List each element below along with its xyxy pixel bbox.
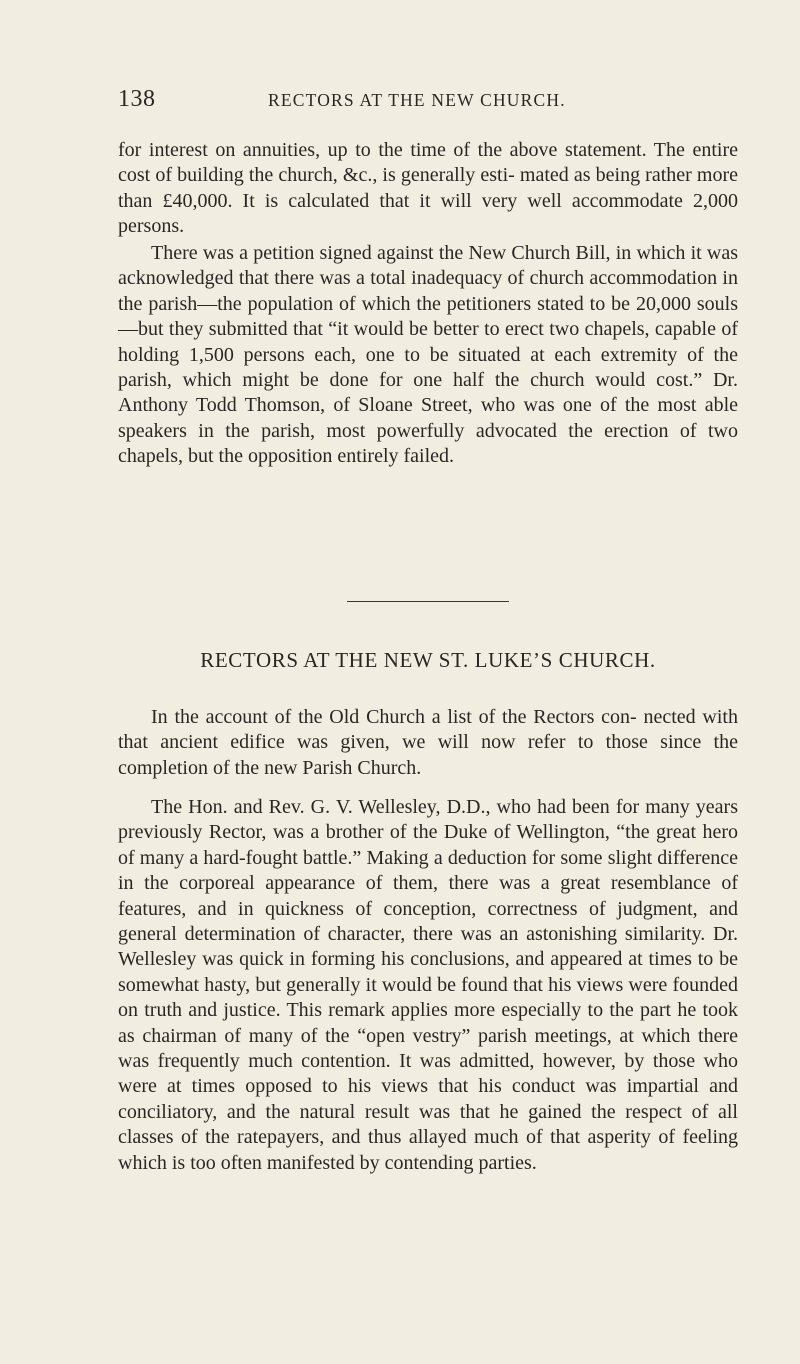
section-heading: RECTORS AT THE NEW ST. LUKE’S CHURCH. [200, 648, 656, 672]
running-header [118, 86, 678, 116]
paragraph-text: In the account of the Old Church a list of the Rectors con- nected with that ancient edifice was given, we will now refer to those since the completion of the new Parish Church. [118, 706, 738, 779]
paragraph-wellesley [118, 795, 738, 1176]
section-divider [347, 601, 509, 602]
page-number: 138 [118, 86, 156, 112]
paragraph-text: for interest on annuities, up to the time of the above statement. The entire cost of building the church, &c., is generally esti- mated as being rather more than £40,000. It is calculated that it will very well accommodate 2,000 persons. [118, 139, 738, 238]
paragraph-petition [118, 241, 738, 470]
paragraph-text: There was a petition signed against the New Church Bill, in which it was acknowledged that there was a total inadequacy of church accommodation in the parish—the population of which the petitioners stated to be 20,000 souls—but they submitted that “it would be better to erect two chapels, capable of holding 1,500 persons each, one to be situated at each extremity of the parish, which might be done for one half the church would cost.” Dr. Anthony Todd Thomson, of Sloane Street, who was one of the most able speakers in the parish, most powerfully advocated the erection of two chapels, but the opposition entirely failed. [118, 242, 738, 468]
paragraph-annuities [118, 138, 738, 240]
paragraph-rectors-intro [118, 705, 738, 781]
paragraph-text: The Hon. and Rev. G. V. Wellesley, D.D., who had been for many years previously Rector, was a brother of the Duke of Wellington, “the great hero of many a hard-fought battle.” Making a deduction for some slight difference in the corporeal appearance of them, there was a great resemblance of features, and in quickness of conception, correctness of judgment, and general determination of character, there was an astonishing similarity. Dr. Wellesley was quick in forming his conclusions, and appeared at times to be somewhat hasty, but generally it would be found that his views were founded on truth and justice. This remark applies more especially to the part he took as chairman of many of the “open vestry” parish meetings, at which there was frequently much contention. It was admitted, however, by those who were at times opposed to his views that his conduct was impartial and conciliatory, and the natural result was that he gained the respect of all classes of the ratepayers, and thus allayed much of that asperity of feeling which is too often manifested by contending parties. [118, 796, 738, 1174]
running-title: RECTORS AT THE NEW CHURCH. [268, 90, 566, 110]
